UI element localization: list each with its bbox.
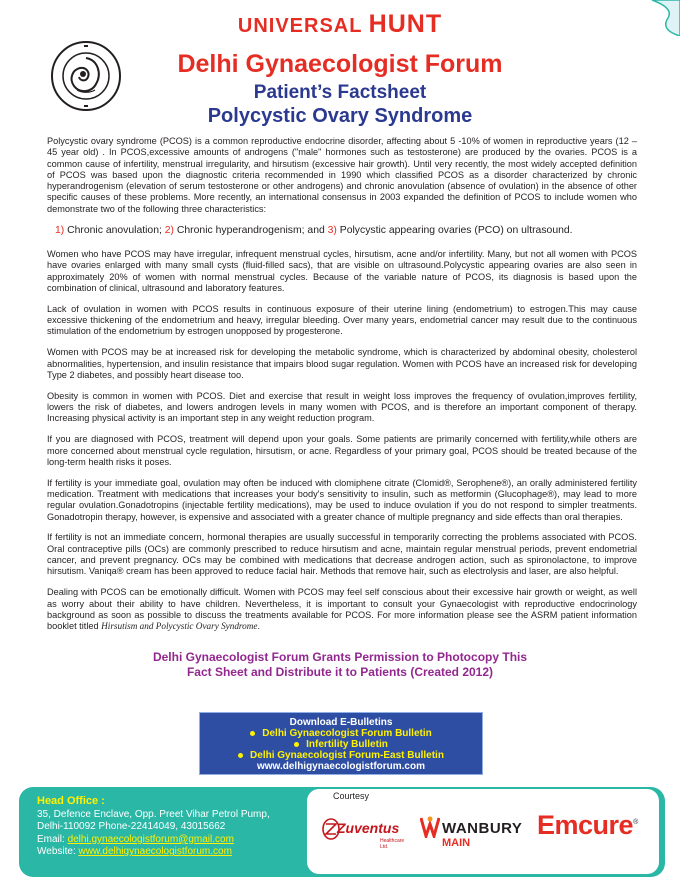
bullet-icon bbox=[238, 753, 243, 758]
email-label: Email: bbox=[37, 833, 68, 845]
emcure-logo bbox=[537, 810, 638, 841]
head-office-heading: Head Office : bbox=[37, 795, 105, 807]
booklet-title: Hirsutism and Polycystic Ovary Syndrome bbox=[101, 621, 258, 632]
characteristic-text: Polycystic appearing ovaries (PCO) on ultrasound. bbox=[336, 224, 573, 236]
website-link[interactable]: www.delhigynaecologistforum.com bbox=[78, 846, 232, 858]
bulletin-link[interactable] bbox=[200, 750, 482, 761]
zuventus-subtitle: Healthcare Ltd. bbox=[380, 838, 405, 850]
paragraph-fertility: If fertility is your immediate goal, ovulation may often be induced with clomiphene citrate (Clomid®, Serophene®), an orally administered fertility medication. Treatment with medications that increases your body's sensitivity to insulin, such as metformin (Glucophage®), may lead to more regular ovulation.Gonadotropins (injectable fertility medications), may be used to induce ovulation if you do not respond to simpler treatments. Gonadotropin therapy, however, is expensive and associated with a greater chance of multiple pregnancy and side effects than oral therapies. bbox=[47, 477, 637, 522]
paragraph-end: . bbox=[257, 621, 261, 632]
characteristics-list bbox=[47, 225, 637, 236]
paragraph-intro: Polycystic ovary syndrome (PCOS) is a common reproductive endocrine disorder, affecting about 5 -10% of women in reproductive years (12 – 45 year old) . In PCOS,excessive amounts of androgens ("male" hormones such as testosterone) are produced by the ovaries. PCOS is a common cause of infertility, menstrual irregularity, and hirsutism (excessive hair growth). Until very recently, the most widely accepted definition of PCOS was based upon the diagnostic criteria recommended in 1990 which classified PCOS as a disorder characterized by chronic hyperandrogenism (elevation of serum testosterone or other androgens) and chronic anovulation (absence of ovulation) in the absence of other specific causes of these problems. More recently, an international consensus in 2003 expanded the definition of PCOS to include women who demonstrate two of the following three characteristics: bbox=[47, 136, 637, 214]
bulletin-label: Delhi Gynaecologist Forum Bulletin bbox=[262, 728, 432, 739]
emcure-name: Emcure bbox=[537, 810, 634, 840]
paragraph-metabolic: Women with PCOS may be at increased risk for developing the metabolic syndrome, which is characterized by abdominal obesity, cholesterol abnormalities, hypertension, and insulin resistance that impairs blood sugar regulation. Women with PCOS have an increased risk for developing Type 2 diabetes, and possibly heart disease too. bbox=[47, 347, 637, 380]
factsheet-subtitle: Patient’s Factsheet bbox=[253, 82, 427, 103]
topic-title: Polycystic Ovary Syndrome bbox=[207, 105, 473, 127]
paragraph-emotional-text: Dealing with PCOS can be emotionally difficult. Women with PCOS may feel self conscious about their excessive hair growth or weight, as well as worry about their ability to have children. Nevertheless, it is important to consult your Gynaecologist with reproductive endocrinology background as soon as possible to discuss the treatments available for PCOS. For more information please see the ASRM patient information booklet titled bbox=[47, 587, 637, 632]
paragraph-emotional bbox=[47, 587, 637, 632]
permission-line: Delhi Gynaecologist Forum Grants Permission to Photocopy This bbox=[152, 650, 528, 664]
characteristic-number: 2) bbox=[164, 224, 175, 236]
characteristic-number: 1) bbox=[55, 224, 65, 236]
header-titles bbox=[0, 50, 680, 128]
office-email-row bbox=[37, 834, 317, 847]
head-office bbox=[37, 795, 317, 859]
wanbury-main-logo bbox=[420, 814, 530, 856]
courtesy-label: Courtesy bbox=[333, 791, 370, 801]
ebulletins-box bbox=[199, 712, 483, 775]
forum-title: Delhi Gynaecologist Forum bbox=[177, 50, 503, 78]
ebulletins-heading: Download E-Bulletins bbox=[289, 717, 393, 728]
wanbury-subtitle: MAIN bbox=[442, 837, 471, 849]
website-label: Website: bbox=[37, 846, 79, 858]
zuventus-name: Zuventus bbox=[337, 820, 400, 836]
paragraph-symptoms: Women who have PCOS may have irregular, infrequent menstrual cycles, hirsutism, acne and/or infertility. Many, but not all women with PCOS have ovaries enlarged with many small cysts (fluid-filled sacs), that are visible on ultrasound.Polycystic appearing ovaries are also seen in approximately 20% of women with normal menstrual cycles. Because of the variable nature of PCOS, its diagnosis is based upon the combination of clinical, ultrasound and laboratory features. bbox=[47, 248, 637, 293]
masthead-hunt: HUNT bbox=[368, 10, 443, 38]
characteristic-number: 3) bbox=[327, 224, 337, 236]
zuventus-logo bbox=[322, 812, 412, 852]
photocopy-permission bbox=[0, 650, 680, 680]
bulletin-label: Delhi Gynaecologist Forum-East Bulletin bbox=[250, 750, 444, 761]
ebulletins-list bbox=[200, 728, 482, 761]
paragraph-obesity: Obesity is common in women with PCOS. Diet and exercise that result in weight loss improves the frequency of ovulation,improves fertility, lowers the risk of diabetes, and lowers androgen levels in many women with PCOS, and is therefore an important component of therapy. Increasing physical activity is an important step in any weight reduction program. bbox=[47, 390, 637, 424]
bullet-icon bbox=[250, 731, 255, 736]
ebulletins-website-link[interactable]: www.delhigynaecologistforum.com bbox=[257, 761, 425, 772]
magazine-masthead bbox=[0, 10, 680, 39]
office-address: 35, Defence Enclave, Opp. Preet Vihar Petrol Pump, bbox=[37, 808, 270, 820]
characteristic-text: Chronic anovulation; bbox=[64, 224, 165, 236]
masthead-universal: UNIVERSAL bbox=[237, 15, 369, 37]
bullet-icon bbox=[294, 742, 299, 747]
bulletin-link[interactable] bbox=[200, 739, 482, 750]
factsheet-body bbox=[47, 136, 637, 642]
bulletin-link[interactable] bbox=[200, 728, 482, 739]
permission-line: Fact Sheet and Distribute it to Patients (Created 2012) bbox=[186, 665, 494, 679]
bulletin-label: Infertility Bulletin bbox=[306, 739, 388, 750]
paragraph-treatment-goals: If you are diagnosed with PCOS, treatment will depend upon your goals. Some patients are primarily concerned with fertility,while others are more concerned about menstrual cycle regulation, hirsutism, or acne. Regardless of your primary goal, PCOS should be treated because of the long-term health risks it poses. bbox=[47, 434, 637, 467]
characteristic-text: Chronic hyperandrogenism; and bbox=[174, 224, 328, 236]
paragraph-hormonal: If fertility is not an immediate concern, hormonal therapies are usually successful in temporarily correcting the problems associated with PCOS. Oral contraceptive pills (OCs) are commonly prescribed to reduce hirsutism and acne, maintain regular menstrual periods, prevent endometrial cancer, and prevent pregnancy. OCs may be combined with medications that decrease androgen action, such as spironolactone, to improve hirsutism. Vaniqa® cream has been approved to reduce facial hair. Methods that remove hair, such as electrolysis and laser, are also helpful. bbox=[47, 532, 637, 577]
wanbury-name: WANBURY bbox=[442, 820, 523, 837]
office-website-row bbox=[37, 846, 317, 859]
office-phone: Delhi-110092 Phone-22414049, 43015662 bbox=[37, 821, 226, 833]
paragraph-ovulation: Lack of ovulation in women with PCOS results in continuous exposure of their uterine lining (endometrium) to estrogen.This may cause excessive thickening of the endometrium and heavy, irregular bleeding. Over many years, endometrial cancer may result due to the continuous stimulation of the endometrium by estrogen unopposed by progesterone. bbox=[47, 303, 637, 337]
email-link[interactable]: delhi.gynaecologistforum@gmail.com bbox=[67, 833, 234, 845]
wanbury-mark-icon bbox=[420, 816, 440, 838]
registered-mark: ® bbox=[633, 819, 638, 826]
